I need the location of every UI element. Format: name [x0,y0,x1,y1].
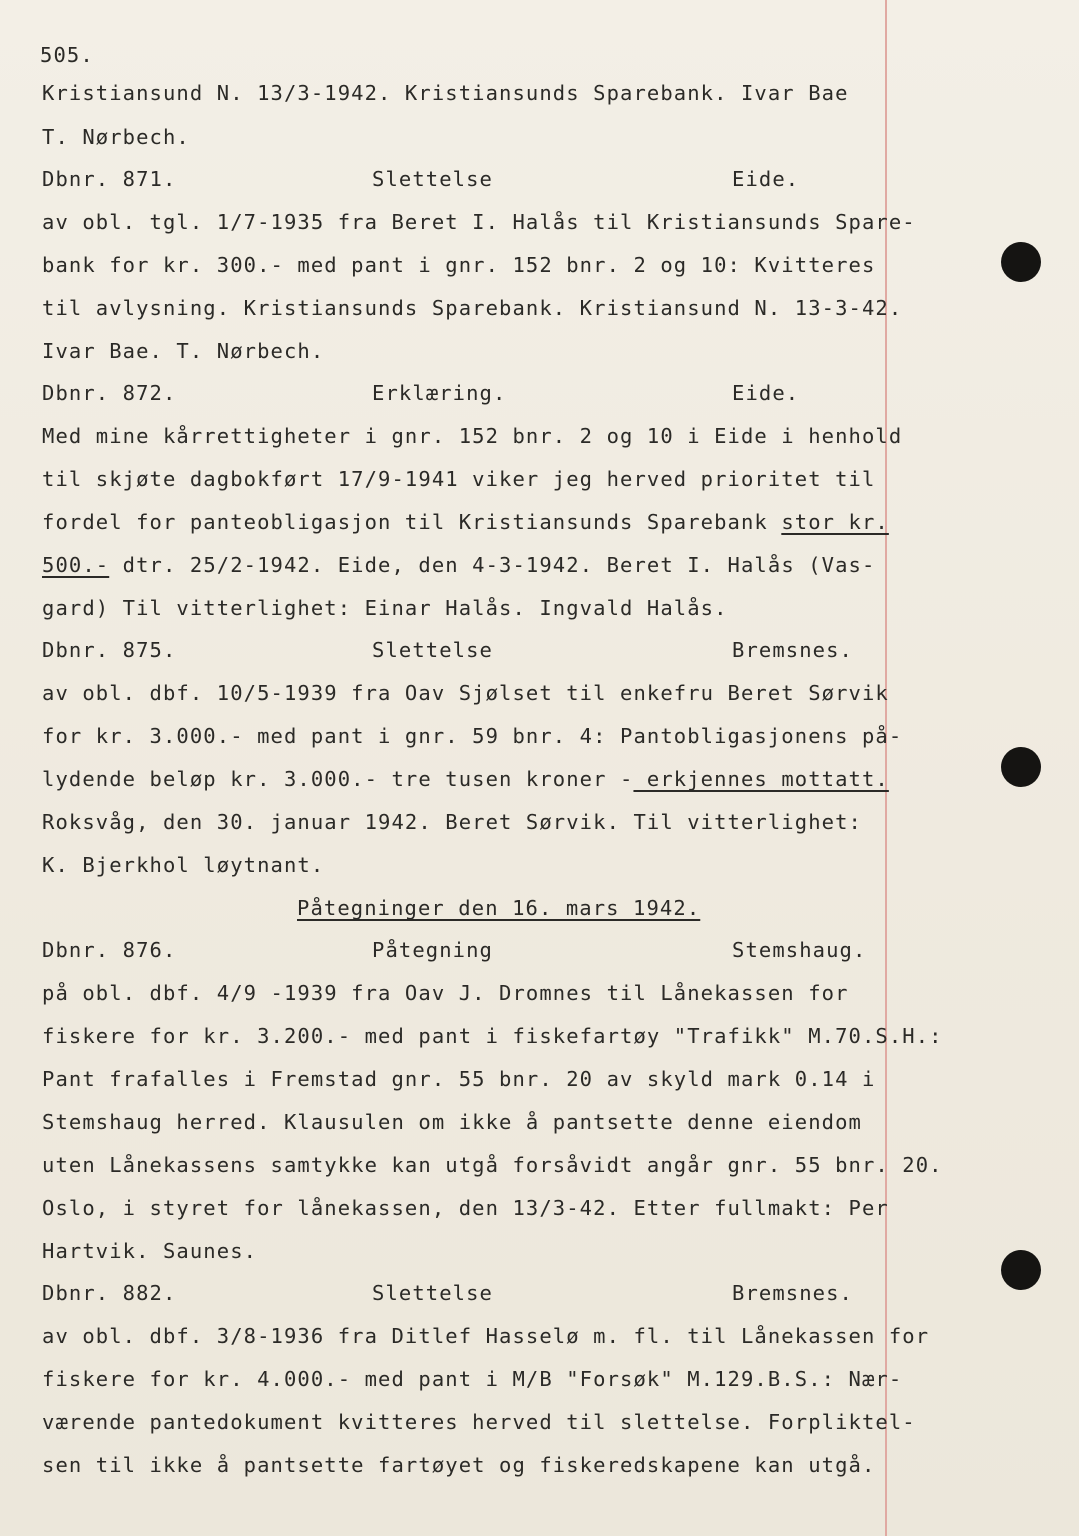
entry-place: Eide. [732,381,800,405]
text-line: på obl. dbf. 4/9 -1939 fra Oav J. Dromnes til Lånekassen for [42,981,849,1005]
entry-number: Dbnr. 882. [42,1281,177,1305]
entry-place: Bremsnes. [732,1281,853,1305]
section-heading: Påtegninger den 16. mars 1942. [297,896,701,920]
text-line: lydende beløp kr. 3.000.- tre tusen kroner - erkjennes mottatt. [42,767,889,791]
text-line: sen til ikke å pantsette fartøyet og fiskeredskapene kan utgå. [42,1453,876,1477]
text-line: fordel for panteobligasjon til Kristiansunds Sparebank stor kr. [42,510,889,534]
text-line: gard) Til vitterlighet: Einar Halås. Ingvald Halås. [42,596,728,620]
text-line: til skjøte dagbokført 17/9-1941 viker jeg herved prioritet til [42,467,876,491]
text-line: Oslo, i styret for lånekassen, den 13/3-42. Etter fullmakt: Per [42,1196,889,1220]
text-line: fiskere for kr. 3.200.- med pant i fiskefartøy "Trafikk" M.70.S.H.: [42,1024,943,1048]
text-line: Kristiansund N. 13/3-1942. Kristiansunds Sparebank. Ivar Bae [42,81,849,105]
entry-place: Stemshaug. [732,938,867,962]
entry-number: Dbnr. 872. [42,381,177,405]
text-line: værende pantedokument kvitteres herved til slettelse. Forpliktel- [42,1410,916,1434]
entry-place: Eide. [732,167,800,191]
text-line: bank for kr. 300.- med pant i gnr. 152 bnr. 2 og 10: Kvitteres [42,253,876,277]
text-line: fiskere for kr. 4.000.- med pant i M/B "Forsøk" M.129.B.S.: Nær- [42,1367,903,1391]
entry-type: Erklæring. [372,381,507,405]
punch-hole [1001,242,1041,282]
text-line: Roksvåg, den 30. januar 1942. Beret Sørvik. Til vitterlighet: [42,810,862,834]
entry-number: Dbnr. 876. [42,938,177,962]
text-line: av obl. dbf. 10/5-1939 fra Oav Sjølset til enkefru Beret Sørvik [42,681,889,705]
entry-place: Bremsnes. [732,638,853,662]
text-line: Hartvik. Saunes. [42,1239,258,1263]
text-line: 500.- dtr. 25/2-1942. Eide, den 4-3-1942. Beret I. Halås (Vas- [42,553,876,577]
entry-type: Påtegning [372,938,493,962]
text-line: av obl. tgl. 1/7-1935 fra Beret I. Halås til Kristiansunds Spare- [42,210,916,234]
text-line: av obl. dbf. 3/8-1936 fra Ditlef Hasselø m. fl. til Lånekassen for [42,1324,930,1348]
entry-type: Slettelse [372,1281,493,1305]
text-line: for kr. 3.000.- med pant i gnr. 59 bnr. 4: Pantobligasjonens på- [42,724,903,748]
text-line: Stemshaug herred. Klausulen om ikke å pantsette denne eiendom [42,1110,862,1134]
text-line: Ivar Bae. T. Nørbech. [42,339,325,363]
entry-type: Slettelse [372,167,493,191]
page-number: 505. [40,43,94,67]
text-line: Med mine kårrettigheter i gnr. 152 bnr. 2 og 10 i Eide i henhold [42,424,903,448]
entry-number: Dbnr. 875. [42,638,177,662]
text-line: K. Bjerkhol løytnant. [42,853,325,877]
text-line: T. Nørbech. [42,125,190,149]
text-line: Pant frafalles i Fremstad gnr. 55 bnr. 20 av skyld mark 0.14 i [42,1067,876,1091]
entry-number: Dbnr. 871. [42,167,177,191]
punch-hole [1001,747,1041,787]
text-line: uten Lånekassens samtykke kan utgå forsåvidt angår gnr. 55 bnr. 20. [42,1153,943,1177]
entry-type: Slettelse [372,638,493,662]
text-line: til avlysning. Kristiansunds Sparebank. Kristiansund N. 13-3-42. [42,296,903,320]
punch-hole [1001,1250,1041,1290]
